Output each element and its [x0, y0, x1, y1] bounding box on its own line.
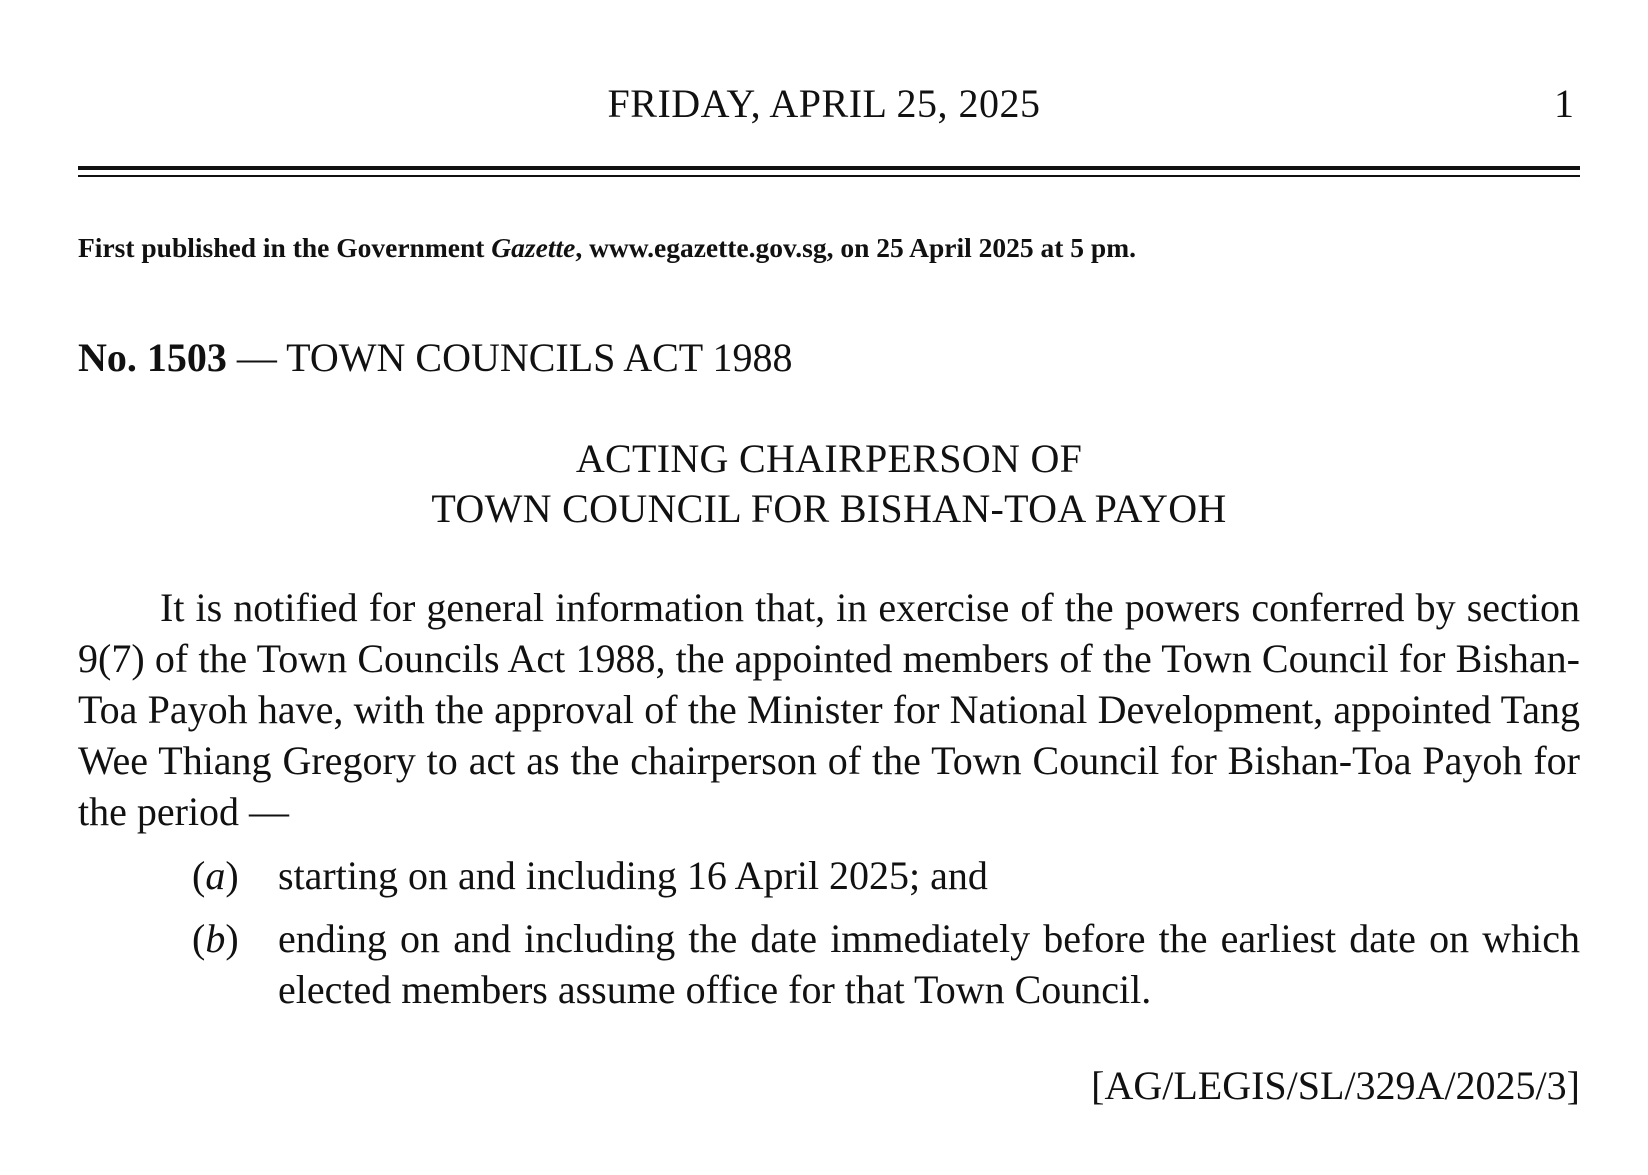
publication-gazette: Gazette: [491, 232, 576, 263]
header-rule-thick: [78, 166, 1580, 170]
publication-prefix: First published in the Government: [78, 232, 492, 263]
header-date: FRIDAY, APRIL 25, 2025: [607, 81, 1041, 126]
notice-body: It is notified for general information that, in exercise of the powers conferred by section 9(7) of the Town Councils Act 1988, the appointed members of the Town Council for Bishan-Toa Payoh have, with the approval of the Minister for National Development, appointed Tang Wee Thiang Gregory to act as the chairperson of the Town Council for Bishan-Toa Payoh for the period —: [78, 585, 1580, 834]
notice-title-line-2: TOWN COUNCIL FOR BISHAN-TOA PAYOH: [431, 486, 1227, 531]
list-item-a: [192, 850, 1580, 901]
page-number: 1: [1554, 81, 1574, 126]
notice-title-line-1: ACTING CHAIRPERSON OF: [575, 436, 1083, 481]
reference-code: [AG/LEGIS/SL/329A/2025/3]: [1091, 1063, 1580, 1108]
notice-title: [0, 434, 1648, 534]
notice-act: — TOWN COUNCILS ACT 1988: [226, 335, 793, 380]
list-text-a: starting on and including 16 April 2025; and: [278, 853, 988, 898]
list-marker-b: (b): [192, 916, 239, 961]
publication-notice: [78, 232, 1136, 264]
list-item-b: [192, 913, 1580, 1015]
list-marker-a: (a): [192, 853, 239, 898]
header-rule-thin: [78, 175, 1580, 177]
notice-number: No. 1503: [78, 335, 227, 380]
notice-heading: [78, 334, 793, 381]
list-text-b: ending on and including the date immediately before the earliest date on which elected members assume office for that Town Council.: [278, 916, 1580, 1012]
publication-suffix: , www.egazette.gov.sg, on 25 April 2025 at 5 pm.: [575, 232, 1136, 263]
